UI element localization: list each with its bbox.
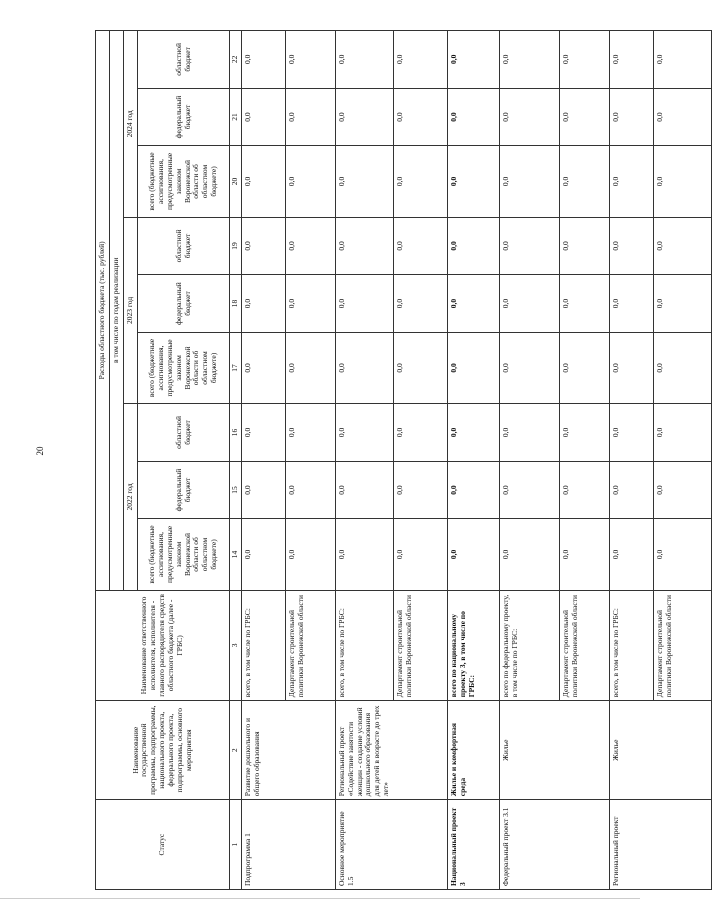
row-value: 0,0 <box>447 275 499 333</box>
row-value: 0,0 <box>499 404 559 462</box>
row-value: 0,0 <box>393 146 447 217</box>
row-value: 0,0 <box>447 404 499 462</box>
header-year-2022: 2022 год <box>124 404 138 591</box>
row-value: 0,0 <box>499 275 559 333</box>
row-value: 0,0 <box>393 404 447 462</box>
header-year-2023: 2023 год <box>124 217 138 404</box>
row-executor: всего, в том числе по ГРБС: <box>335 590 393 701</box>
row-value: 0,0 <box>653 275 711 333</box>
budget-table-area <box>95 30 673 890</box>
row-value: 0,0 <box>285 275 335 333</box>
row-executor: Департамент строительной политики Воронежской области <box>393 590 447 701</box>
row-value: 0,0 <box>393 519 447 590</box>
row-name: Жилье <box>499 701 609 800</box>
row-value: 0,0 <box>653 217 711 275</box>
table-row <box>447 31 499 890</box>
col-number: 17 <box>230 332 242 403</box>
row-value: 0,0 <box>241 332 285 403</box>
row-status: Национальный проект 3 <box>447 800 499 890</box>
row-value: 0,0 <box>335 31 393 89</box>
row-value: 0,0 <box>447 461 499 519</box>
row-value: 0,0 <box>335 275 393 333</box>
col-number: 2 <box>230 701 242 800</box>
row-value: 0,0 <box>447 217 499 275</box>
row-value: 0,0 <box>241 404 285 462</box>
row-value: 0,0 <box>609 519 653 590</box>
row-executor: Департамент строительной политики Воронежской области <box>285 590 335 701</box>
row-value: 0,0 <box>393 88 447 146</box>
row-value: 0,0 <box>559 332 609 403</box>
row-value: 0,0 <box>447 146 499 217</box>
row-value: 0,0 <box>447 519 499 590</box>
col-number: 18 <box>230 275 242 333</box>
header-by-years: в том числе по годам реализации <box>110 31 124 591</box>
row-value: 0,0 <box>241 146 285 217</box>
header-federal-2022: федеральный бюджет <box>138 461 230 519</box>
row-value: 0,0 <box>285 146 335 217</box>
row-value: 0,0 <box>241 275 285 333</box>
row-value: 0,0 <box>335 519 393 590</box>
row-status: Основное мероприятие 1.5 <box>335 800 447 890</box>
table-row <box>609 31 653 890</box>
row-value: 0,0 <box>499 461 559 519</box>
header-federal-2023: федеральный бюджет <box>138 275 230 333</box>
row-name: Развитие дошкольного и общего образования <box>241 701 335 800</box>
row-value: 0,0 <box>335 461 393 519</box>
row-value: 0,0 <box>609 88 653 146</box>
row-executor: всего, в том числе по ГРБС: <box>609 590 653 701</box>
row-value: 0,0 <box>393 217 447 275</box>
row-value: 0,0 <box>499 332 559 403</box>
row-value: 0,0 <box>559 217 609 275</box>
row-value: 0,0 <box>393 275 447 333</box>
row-value: 0,0 <box>241 461 285 519</box>
row-value: 0,0 <box>559 404 609 462</box>
row-value: 0,0 <box>559 146 609 217</box>
row-value: 0,0 <box>285 461 335 519</box>
row-executor: всего по национальному проекту 3, в том числе по ГРБС: <box>447 590 499 701</box>
row-value: 0,0 <box>559 88 609 146</box>
row-value: 0,0 <box>447 31 499 89</box>
col-number: 14 <box>230 519 242 590</box>
row-value: 0,0 <box>499 88 559 146</box>
row-value: 0,0 <box>241 217 285 275</box>
row-value: 0,0 <box>559 275 609 333</box>
row-value: 0,0 <box>285 217 335 275</box>
row-name: Региональный проект «Содействие занятости женщин - создание условий дошкольного образования для детей в возрасте до трех лет» <box>335 701 447 800</box>
table-body <box>241 31 711 890</box>
row-value: 0,0 <box>653 88 711 146</box>
header-total-2024: всего (бюджетные ассигнования, предусмотренные законом Воронежской области об областном бюджете) <box>138 146 230 217</box>
row-value: 0,0 <box>285 519 335 590</box>
header-year-2024: 2024 год <box>124 31 138 218</box>
row-value: 0,0 <box>241 519 285 590</box>
row-value: 0,0 <box>447 332 499 403</box>
header-executor: Наименование ответственного исполнителя, исполнителя - главного распорядителя средств областного бюджета (далее - ГРБС) <box>96 590 230 701</box>
header-regional-2024: областной бюджет <box>138 31 230 89</box>
rotated-table-wrapper <box>95 30 673 890</box>
row-value: 0,0 <box>609 461 653 519</box>
row-value: 0,0 <box>653 31 711 89</box>
col-number: 20 <box>230 146 242 217</box>
header-regional-2023: областной бюджет <box>138 217 230 275</box>
row-value: 0,0 <box>609 332 653 403</box>
row-value: 0,0 <box>609 31 653 89</box>
row-status: Региональный проект <box>609 800 711 890</box>
header-expenses: Расходы областного бюджета (тыс. рублей) <box>96 31 110 591</box>
header-total-2022: всего (бюджетные ассигнования, предусмотренные законом Воронежской области об областном бюджете) <box>138 519 230 590</box>
row-value: 0,0 <box>393 31 447 89</box>
row-executor: Департамент строительной политики Воронежской области <box>559 590 609 701</box>
row-value: 0,0 <box>609 146 653 217</box>
header-total-2023: всего (бюджетные ассигнования, предусмотренные законом Воронежской области об областном бюджете) <box>138 332 230 403</box>
row-value: 0,0 <box>499 31 559 89</box>
row-value: 0,0 <box>447 88 499 146</box>
budget-table <box>95 30 712 890</box>
row-value: 0,0 <box>335 332 393 403</box>
row-value: 0,0 <box>285 31 335 89</box>
row-value: 0,0 <box>559 461 609 519</box>
row-value: 0,0 <box>499 217 559 275</box>
row-value: 0,0 <box>241 31 285 89</box>
row-value: 0,0 <box>653 461 711 519</box>
row-value: 0,0 <box>335 217 393 275</box>
row-value: 0,0 <box>653 404 711 462</box>
row-value: 0,0 <box>559 519 609 590</box>
row-value: 0,0 <box>609 217 653 275</box>
row-value: 0,0 <box>499 519 559 590</box>
row-value: 0,0 <box>393 461 447 519</box>
row-name: Жилье и комфортная среда <box>447 701 499 800</box>
col-number: 1 <box>230 800 242 890</box>
col-number: 3 <box>230 590 242 701</box>
row-value: 0,0 <box>335 404 393 462</box>
row-value: 0,0 <box>335 146 393 217</box>
col-number: 21 <box>230 88 242 146</box>
row-value: 0,0 <box>335 88 393 146</box>
table-row <box>499 31 559 890</box>
row-executor: всего по федеральному проекту, в том числе по ГРБС: <box>499 590 559 701</box>
col-number: 22 <box>230 31 242 89</box>
header-name: Наименование государственной программы, подпрограммы, национального проекта, федерального проекта, подпрограммы, основного мероприятия <box>96 701 230 800</box>
row-value: 0,0 <box>499 146 559 217</box>
col-number: 15 <box>230 461 242 519</box>
row-value: 0,0 <box>285 88 335 146</box>
page-number: 20 <box>35 446 45 456</box>
col-number: 16 <box>230 404 242 462</box>
row-status: Федеральный проект 3.1 <box>499 800 609 890</box>
row-value: 0,0 <box>653 146 711 217</box>
header-federal-2024: федеральный бюджет <box>138 88 230 146</box>
page-bottom-divider <box>0 898 640 899</box>
row-status: Подпрограмма 1 <box>241 800 335 890</box>
row-value: 0,0 <box>609 404 653 462</box>
row-value: 0,0 <box>609 275 653 333</box>
row-executor: Департамент строительной политики Воронежской области <box>653 590 711 701</box>
table-row <box>241 31 285 890</box>
row-executor: всего, в том числе по ГРБС: <box>241 590 285 701</box>
row-value: 0,0 <box>653 519 711 590</box>
row-value: 0,0 <box>653 332 711 403</box>
row-value: 0,0 <box>285 404 335 462</box>
row-value: 0,0 <box>559 31 609 89</box>
row-value: 0,0 <box>241 88 285 146</box>
row-value: 0,0 <box>285 332 335 403</box>
table-row <box>335 31 393 890</box>
col-number: 19 <box>230 217 242 275</box>
header-regional-2022: областной бюджет <box>138 404 230 462</box>
row-value: 0,0 <box>393 332 447 403</box>
header-status: Статус <box>96 800 230 890</box>
row-name: Жилье <box>609 701 711 800</box>
